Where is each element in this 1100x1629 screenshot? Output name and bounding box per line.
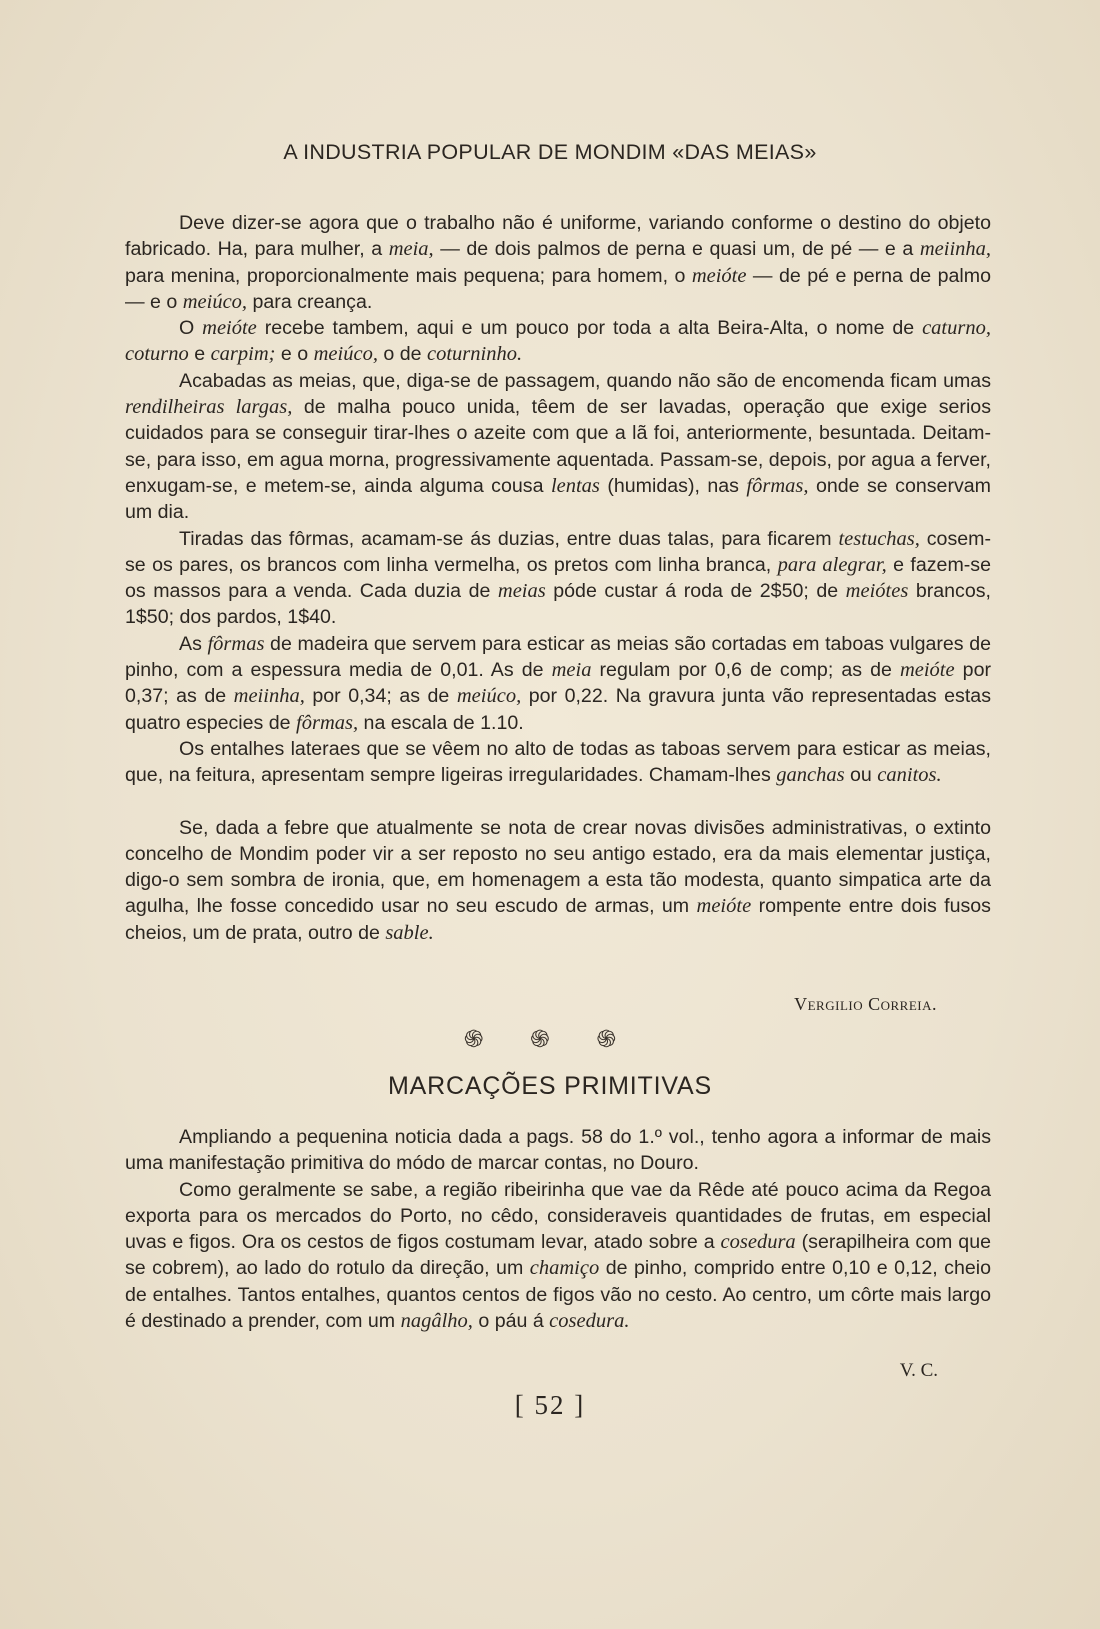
paragraph: Ampliando a pequenina noticia dada a pags. 58 do 1.º vol., tenho agora a informar de mais uma manifestação primitiva do módo de marcar contas, no Douro. xyxy=(125,1126,991,1175)
italic-term: ganchas xyxy=(776,764,845,787)
italic-term: lentas xyxy=(550,474,600,497)
paragraph: Tiradas das fôrmas, acamam-se ás duzias, entre duas talas, para ficarem testuchas, cosem-se os pares, os brancos com linha vermelha, os pretos com linha branca, para alegrar, e fazem-se os massos para a venda. Cada duzia de meias póde custar á roda de 2$50; de meiótes brancos, 1$50; dos pardos, 1$40. xyxy=(125,527,991,629)
italic-term: coturninho. xyxy=(426,343,523,366)
italic-term: meia, xyxy=(388,238,434,261)
paragraph: Se, dada a febre que atualmente se nota de crear novas divisões administrativas, o extinto concelho de Mondim poder vir a ser reposto no seu antigo estado, era da mais elementar justiça, digo-o sem sombra de ironia, que, em homenagem a esta tão modesta, quanto simpatica arte da agulha, lhe fosse concedido usar no seu escudo de armas, um meióte rompente entre dois fusos cheios, um de prata, outro de sable. xyxy=(125,816,991,944)
italic-term: fôrmas xyxy=(207,632,265,655)
italic-term: meióte xyxy=(899,659,955,682)
italic-term: fôrmas, xyxy=(746,474,809,497)
author-initials: V. C. xyxy=(899,1360,938,1381)
italic-term: rendilheiras largas, xyxy=(125,396,293,419)
italic-term: sable. xyxy=(385,921,434,944)
paragraph: Deve dizer-se agora que o trabalho não é uniforme, variando conforme o destino do objeto fabricado. Ha, para mulher, a meia, — de dois palmos de perna e quasi um, de pé — e a meiinha, para menina, proporcionalmente mais pequena; para homem, o meióte — de pé e perna de palmo — e o meiúco, para creança. xyxy=(125,212,992,313)
italic-term: meiótes xyxy=(845,580,909,603)
italic-term: caturno, coturno xyxy=(125,317,991,366)
italic-term: fôrmas, xyxy=(296,711,359,734)
italic-term: meiinha, xyxy=(919,238,992,261)
italic-term: meiinha, xyxy=(233,685,305,708)
paragraph: Como geralmente se sabe, a região ribeirinha que vae da Rêde até pouco acima da Regoa exporta para os mercados do Porto, no cêdo, consideraveis quantidades de frutas, em especial uvas e figos. Ora os cestos de figos costumam levar, atado sobre a cosedura (serapilheira com que se cobrem), ao lado do rotulo da direção, um chamiço de pinho, comprido entre 0,10 e 0,12, cheio de entalhes. Tantos entalhes, quantos centos de figos vão no cesto. Ao centro, um côrte mais largo é destinado a prender, com um nagâlho, o páu á cosedura. xyxy=(125,1178,991,1333)
italic-term: canitos. xyxy=(877,764,942,787)
paragraph: Os entalhes lateraes que se vêem no alto de todas as taboas servem para esticar as meias, que, na feitura, apresentam sempre ligeiras irregularidades. Chamam-lhes ganchas ou canitos. xyxy=(125,737,991,787)
italic-term: meias xyxy=(497,580,546,603)
italic-term: meiúco, xyxy=(182,290,248,313)
article-meias-body xyxy=(125,210,991,946)
italic-term: meiúco, xyxy=(313,343,378,366)
page-number: [ 52 ] xyxy=(514,1390,586,1420)
italic-term: meiúco, xyxy=(456,685,522,708)
italic-term: meióte xyxy=(696,895,752,918)
italic-term: meióte xyxy=(691,264,747,287)
running-title: A INDUSTRIA POPULAR DE MONDIM «DAS MEIAS» xyxy=(283,140,817,164)
italic-term: para alegrar, xyxy=(777,553,887,576)
italic-term: chamiço xyxy=(529,1257,600,1280)
paragraph: Acabadas as meias, que, diga-se de passagem, quando não são de encomenda ficam umas rendilheiras largas, de malha pouco unida, têem de ser lavadas, operação que exige serios cuidados para se conseguir tirar-lhes o azeite com que a lã foi, anteriormente, besuntada. Deitam-se, para isso, em agua morna, progressivamente aquentada. Passam-se, depois, por agua a ferver, enxugam-se, e metem-se, ainda alguma cousa lentas (humidas), nas fôrmas, onde se conservam um dia. xyxy=(125,369,991,524)
paragraph: As fôrmas de madeira que servem para esticar as meias são cortadas em taboas vulgares de pinho, com a espessura media de 0,01. As de meia regulam por 0,6 de comp; as de meióte por 0,37; as de meiinha, por 0,34; as de meiúco, por 0,22. Na gravura junta vão representadas estas quatro especies de fôrmas, na escala de 1.10. xyxy=(125,632,991,734)
italic-term: testuchas, xyxy=(838,527,920,550)
ornament-divider-icon: ֍ ֍ ֍ xyxy=(463,1026,637,1053)
paragraph: O meióte recebe tambem, aqui e um pouco por toda a alta Beira-Alta, o nome de caturno, coturno e carpim; e o meiúco, o de coturninho. xyxy=(125,317,991,366)
author-signature: Vergilio Correia. xyxy=(794,994,937,1014)
italic-term: cosedura. xyxy=(549,1310,630,1333)
section-title: MARCAÇÕES PRIMITIVAS xyxy=(388,1072,712,1100)
article-marcacoes-body xyxy=(125,1124,991,1334)
italic-term: cosedura xyxy=(720,1231,796,1254)
italic-term: meia xyxy=(551,659,592,682)
italic-term: meióte xyxy=(202,317,257,340)
italic-term: carpim; xyxy=(210,343,276,366)
italic-term: nagâlho, xyxy=(400,1310,473,1333)
